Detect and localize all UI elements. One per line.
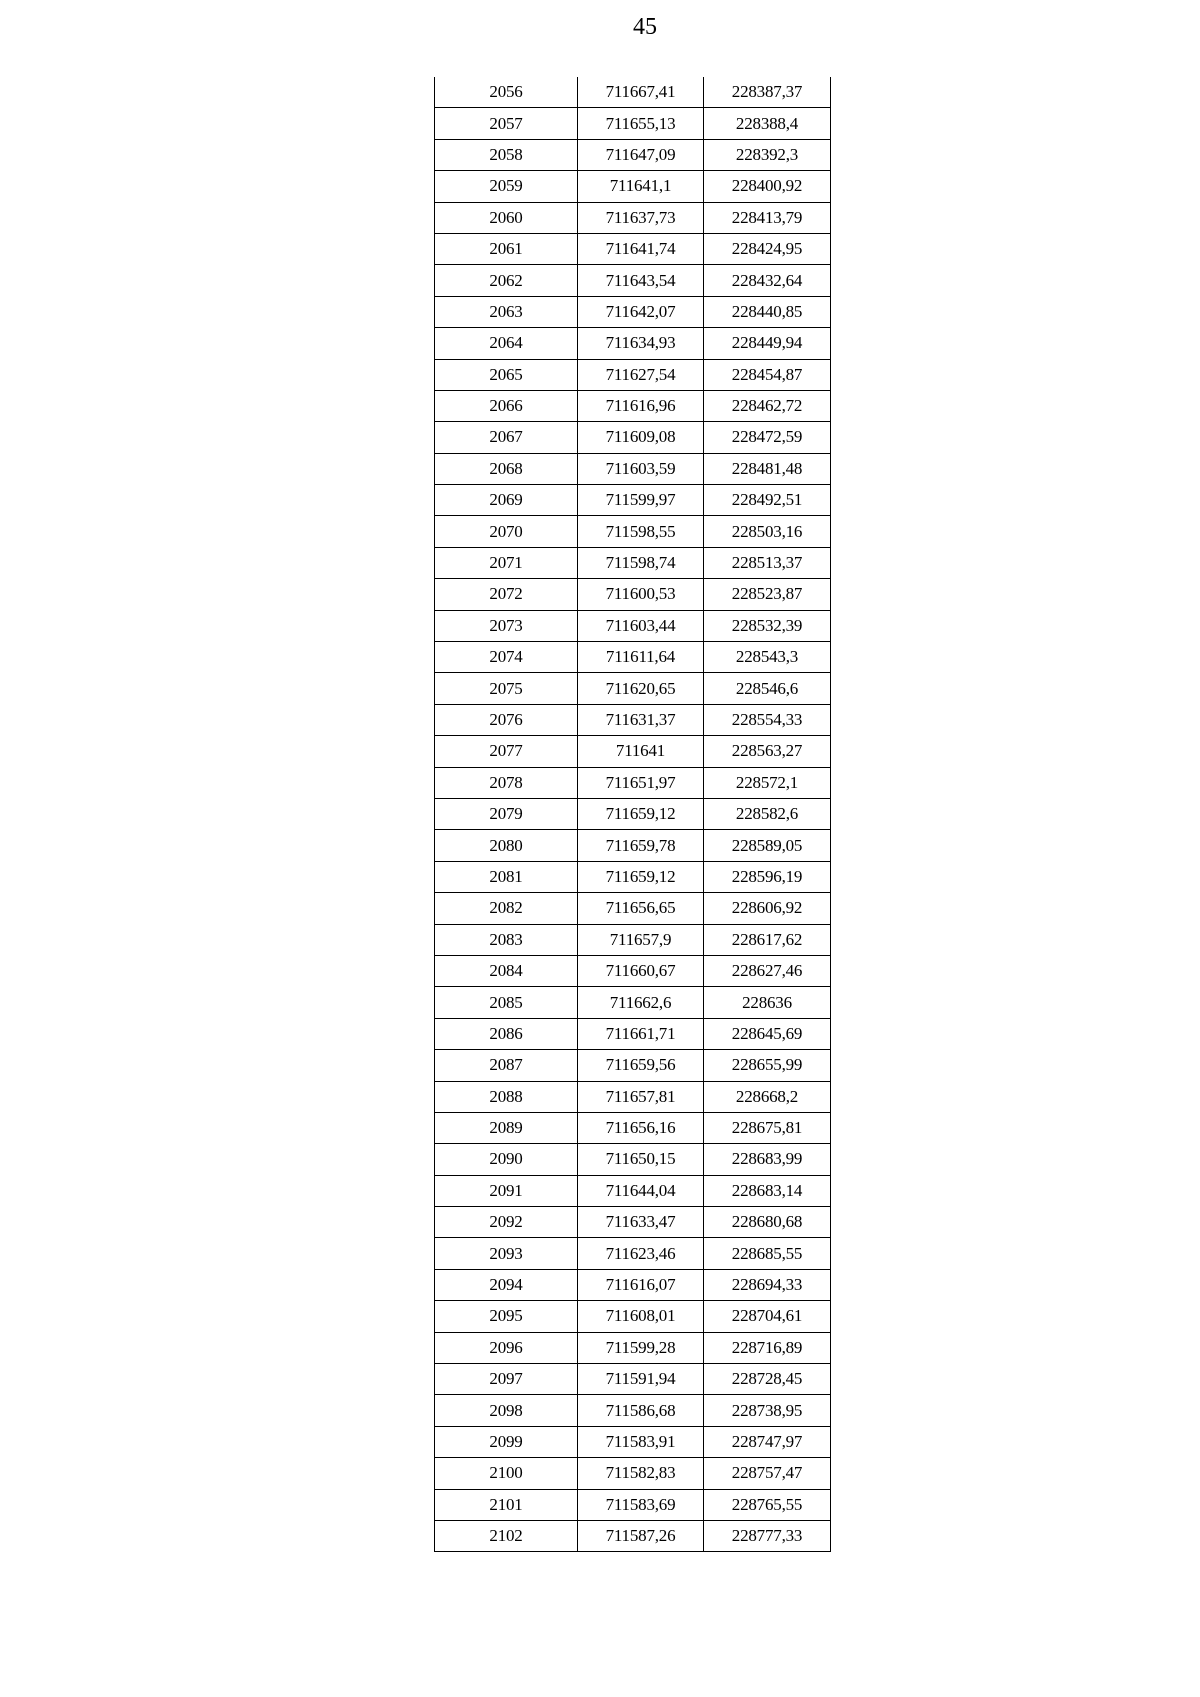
y-coordinate-cell: 228645,69 xyxy=(704,1018,831,1049)
table-row xyxy=(435,516,831,547)
x-coordinate-cell: 711641,74 xyxy=(578,233,704,264)
point-number-cell: 2091 xyxy=(435,1175,578,1206)
y-coordinate-cell: 228432,64 xyxy=(704,265,831,296)
y-coordinate-cell: 228765,55 xyxy=(704,1489,831,1520)
y-coordinate-cell: 228675,81 xyxy=(704,1112,831,1143)
x-coordinate-cell: 711659,12 xyxy=(578,861,704,892)
x-coordinate-cell: 711641,1 xyxy=(578,171,704,202)
table-row xyxy=(435,547,831,578)
x-coordinate-cell: 711662,6 xyxy=(578,987,704,1018)
point-number-cell: 2093 xyxy=(435,1238,578,1269)
y-coordinate-cell: 228680,68 xyxy=(704,1207,831,1238)
point-number-cell: 2069 xyxy=(435,485,578,516)
point-number-cell: 2057 xyxy=(435,108,578,139)
table-row xyxy=(435,1458,831,1489)
x-coordinate-cell: 711634,93 xyxy=(578,328,704,359)
x-coordinate-cell: 711655,13 xyxy=(578,108,704,139)
table-row xyxy=(435,987,831,1018)
point-number-cell: 2063 xyxy=(435,296,578,327)
y-coordinate-cell: 228683,99 xyxy=(704,1144,831,1175)
x-coordinate-cell: 711644,04 xyxy=(578,1175,704,1206)
point-number-cell: 2088 xyxy=(435,1081,578,1112)
x-coordinate-cell: 711616,96 xyxy=(578,390,704,421)
point-number-cell: 2099 xyxy=(435,1426,578,1457)
table-row xyxy=(435,1332,831,1363)
y-coordinate-cell: 228563,27 xyxy=(704,736,831,767)
point-number-cell: 2094 xyxy=(435,1269,578,1300)
x-coordinate-cell: 711599,97 xyxy=(578,485,704,516)
x-coordinate-cell: 711656,65 xyxy=(578,893,704,924)
point-number-cell: 2058 xyxy=(435,139,578,170)
table-row xyxy=(435,673,831,704)
y-coordinate-cell: 228668,2 xyxy=(704,1081,831,1112)
y-coordinate-cell: 228554,33 xyxy=(704,704,831,735)
table-row xyxy=(435,924,831,955)
point-number-cell: 2072 xyxy=(435,579,578,610)
table-row xyxy=(435,861,831,892)
point-number-cell: 2077 xyxy=(435,736,578,767)
table-row xyxy=(435,610,831,641)
coordinates-table-body xyxy=(435,77,831,1552)
x-coordinate-cell: 711587,26 xyxy=(578,1520,704,1551)
table-row xyxy=(435,1364,831,1395)
point-number-cell: 2085 xyxy=(435,987,578,1018)
table-row xyxy=(435,233,831,264)
table-row xyxy=(435,1520,831,1551)
y-coordinate-cell: 228655,99 xyxy=(704,1050,831,1081)
y-coordinate-cell: 228424,95 xyxy=(704,233,831,264)
table-row xyxy=(435,767,831,798)
y-coordinate-cell: 228596,19 xyxy=(704,861,831,892)
y-coordinate-cell: 228543,3 xyxy=(704,642,831,673)
point-number-cell: 2080 xyxy=(435,830,578,861)
y-coordinate-cell: 228472,59 xyxy=(704,422,831,453)
x-coordinate-cell: 711620,65 xyxy=(578,673,704,704)
x-coordinate-cell: 711591,94 xyxy=(578,1364,704,1395)
x-coordinate-cell: 711598,55 xyxy=(578,516,704,547)
table-row xyxy=(435,1301,831,1332)
point-number-cell: 2083 xyxy=(435,924,578,955)
y-coordinate-cell: 228440,85 xyxy=(704,296,831,327)
table-row xyxy=(435,108,831,139)
y-coordinate-cell: 228462,72 xyxy=(704,390,831,421)
x-coordinate-cell: 711661,71 xyxy=(578,1018,704,1049)
table-row xyxy=(435,1112,831,1143)
point-number-cell: 2084 xyxy=(435,955,578,986)
y-coordinate-cell: 228392,3 xyxy=(704,139,831,170)
table-row xyxy=(435,1489,831,1520)
x-coordinate-cell: 711657,9 xyxy=(578,924,704,955)
point-number-cell: 2087 xyxy=(435,1050,578,1081)
y-coordinate-cell: 228492,51 xyxy=(704,485,831,516)
x-coordinate-cell: 711657,81 xyxy=(578,1081,704,1112)
x-coordinate-cell: 711611,64 xyxy=(578,642,704,673)
point-number-cell: 2082 xyxy=(435,893,578,924)
table-row xyxy=(435,1395,831,1426)
x-coordinate-cell: 711616,07 xyxy=(578,1269,704,1300)
x-coordinate-cell: 711659,78 xyxy=(578,830,704,861)
table-row xyxy=(435,704,831,735)
y-coordinate-cell: 228449,94 xyxy=(704,328,831,359)
x-coordinate-cell: 711659,56 xyxy=(578,1050,704,1081)
y-coordinate-cell: 228481,48 xyxy=(704,453,831,484)
y-coordinate-cell: 228532,39 xyxy=(704,610,831,641)
table-row xyxy=(435,202,831,233)
y-coordinate-cell: 228387,37 xyxy=(704,77,831,108)
page-number: 45 xyxy=(633,14,657,40)
point-number-cell: 2061 xyxy=(435,233,578,264)
point-number-cell: 2075 xyxy=(435,673,578,704)
coordinates-table xyxy=(434,77,831,1552)
point-number-cell: 2098 xyxy=(435,1395,578,1426)
point-number-cell: 2097 xyxy=(435,1364,578,1395)
x-coordinate-cell: 711667,41 xyxy=(578,77,704,108)
table-row xyxy=(435,798,831,829)
x-coordinate-cell: 711586,68 xyxy=(578,1395,704,1426)
point-number-cell: 2081 xyxy=(435,861,578,892)
x-coordinate-cell: 711631,37 xyxy=(578,704,704,735)
point-number-cell: 2079 xyxy=(435,798,578,829)
y-coordinate-cell: 228388,4 xyxy=(704,108,831,139)
point-number-cell: 2059 xyxy=(435,171,578,202)
point-number-cell: 2090 xyxy=(435,1144,578,1175)
point-number-cell: 2064 xyxy=(435,328,578,359)
point-number-cell: 2066 xyxy=(435,390,578,421)
y-coordinate-cell: 228716,89 xyxy=(704,1332,831,1363)
y-coordinate-cell: 228728,45 xyxy=(704,1364,831,1395)
x-coordinate-cell: 711651,97 xyxy=(578,767,704,798)
y-coordinate-cell: 228606,92 xyxy=(704,893,831,924)
table-row xyxy=(435,1426,831,1457)
point-number-cell: 2067 xyxy=(435,422,578,453)
point-number-cell: 2071 xyxy=(435,547,578,578)
y-coordinate-cell: 228683,14 xyxy=(704,1175,831,1206)
point-number-cell: 2101 xyxy=(435,1489,578,1520)
point-number-cell: 2092 xyxy=(435,1207,578,1238)
x-coordinate-cell: 711598,74 xyxy=(578,547,704,578)
table-row xyxy=(435,422,831,453)
table-row xyxy=(435,1018,831,1049)
table-row xyxy=(435,830,831,861)
x-coordinate-cell: 711603,44 xyxy=(578,610,704,641)
x-coordinate-cell: 711599,28 xyxy=(578,1332,704,1363)
table-row xyxy=(435,642,831,673)
point-number-cell: 2089 xyxy=(435,1112,578,1143)
point-number-cell: 2065 xyxy=(435,359,578,390)
table-row xyxy=(435,139,831,170)
point-number-cell: 2100 xyxy=(435,1458,578,1489)
x-coordinate-cell: 711603,59 xyxy=(578,453,704,484)
point-number-cell: 2102 xyxy=(435,1520,578,1551)
y-coordinate-cell: 228704,61 xyxy=(704,1301,831,1332)
x-coordinate-cell: 711633,47 xyxy=(578,1207,704,1238)
y-coordinate-cell: 228627,46 xyxy=(704,955,831,986)
x-coordinate-cell: 711659,12 xyxy=(578,798,704,829)
y-coordinate-cell: 228636 xyxy=(704,987,831,1018)
point-number-cell: 2060 xyxy=(435,202,578,233)
x-coordinate-cell: 711647,09 xyxy=(578,139,704,170)
y-coordinate-cell: 228400,92 xyxy=(704,171,831,202)
point-number-cell: 2073 xyxy=(435,610,578,641)
table-row xyxy=(435,1050,831,1081)
table-row xyxy=(435,893,831,924)
point-number-cell: 2076 xyxy=(435,704,578,735)
y-coordinate-cell: 228413,79 xyxy=(704,202,831,233)
x-coordinate-cell: 711643,54 xyxy=(578,265,704,296)
x-coordinate-cell: 711641 xyxy=(578,736,704,767)
y-coordinate-cell: 228757,47 xyxy=(704,1458,831,1489)
table-row xyxy=(435,485,831,516)
y-coordinate-cell: 228777,33 xyxy=(704,1520,831,1551)
point-number-cell: 2096 xyxy=(435,1332,578,1363)
point-number-cell: 2070 xyxy=(435,516,578,547)
table-row xyxy=(435,955,831,986)
table-row xyxy=(435,171,831,202)
y-coordinate-cell: 228738,95 xyxy=(704,1395,831,1426)
x-coordinate-cell: 711608,01 xyxy=(578,1301,704,1332)
y-coordinate-cell: 228513,37 xyxy=(704,547,831,578)
x-coordinate-cell: 711660,67 xyxy=(578,955,704,986)
point-number-cell: 2056 xyxy=(435,77,578,108)
y-coordinate-cell: 228572,1 xyxy=(704,767,831,798)
point-number-cell: 2068 xyxy=(435,453,578,484)
x-coordinate-cell: 711656,16 xyxy=(578,1112,704,1143)
table-row xyxy=(435,77,831,108)
y-coordinate-cell: 228546,6 xyxy=(704,673,831,704)
y-coordinate-cell: 228523,87 xyxy=(704,579,831,610)
x-coordinate-cell: 711600,53 xyxy=(578,579,704,610)
x-coordinate-cell: 711650,15 xyxy=(578,1144,704,1175)
table-row xyxy=(435,1081,831,1112)
point-number-cell: 2078 xyxy=(435,767,578,798)
y-coordinate-cell: 228589,05 xyxy=(704,830,831,861)
point-number-cell: 2074 xyxy=(435,642,578,673)
y-coordinate-cell: 228747,97 xyxy=(704,1426,831,1457)
x-coordinate-cell: 711582,83 xyxy=(578,1458,704,1489)
table-row xyxy=(435,736,831,767)
table-row xyxy=(435,265,831,296)
x-coordinate-cell: 711627,54 xyxy=(578,359,704,390)
table-row xyxy=(435,1269,831,1300)
y-coordinate-cell: 228582,6 xyxy=(704,798,831,829)
table-row xyxy=(435,453,831,484)
x-coordinate-cell: 711642,07 xyxy=(578,296,704,327)
x-coordinate-cell: 711583,69 xyxy=(578,1489,704,1520)
table-row xyxy=(435,579,831,610)
y-coordinate-cell: 228454,87 xyxy=(704,359,831,390)
point-number-cell: 2086 xyxy=(435,1018,578,1049)
table-row xyxy=(435,1144,831,1175)
x-coordinate-cell: 711609,08 xyxy=(578,422,704,453)
y-coordinate-cell: 228694,33 xyxy=(704,1269,831,1300)
y-coordinate-cell: 228685,55 xyxy=(704,1238,831,1269)
x-coordinate-cell: 711623,46 xyxy=(578,1238,704,1269)
x-coordinate-cell: 711637,73 xyxy=(578,202,704,233)
table-row xyxy=(435,1207,831,1238)
point-number-cell: 2095 xyxy=(435,1301,578,1332)
point-number-cell: 2062 xyxy=(435,265,578,296)
y-coordinate-cell: 228503,16 xyxy=(704,516,831,547)
table-row xyxy=(435,1238,831,1269)
x-coordinate-cell: 711583,91 xyxy=(578,1426,704,1457)
table-row xyxy=(435,328,831,359)
table-row xyxy=(435,296,831,327)
y-coordinate-cell: 228617,62 xyxy=(704,924,831,955)
table-row xyxy=(435,359,831,390)
table-row xyxy=(435,390,831,421)
table-row xyxy=(435,1175,831,1206)
